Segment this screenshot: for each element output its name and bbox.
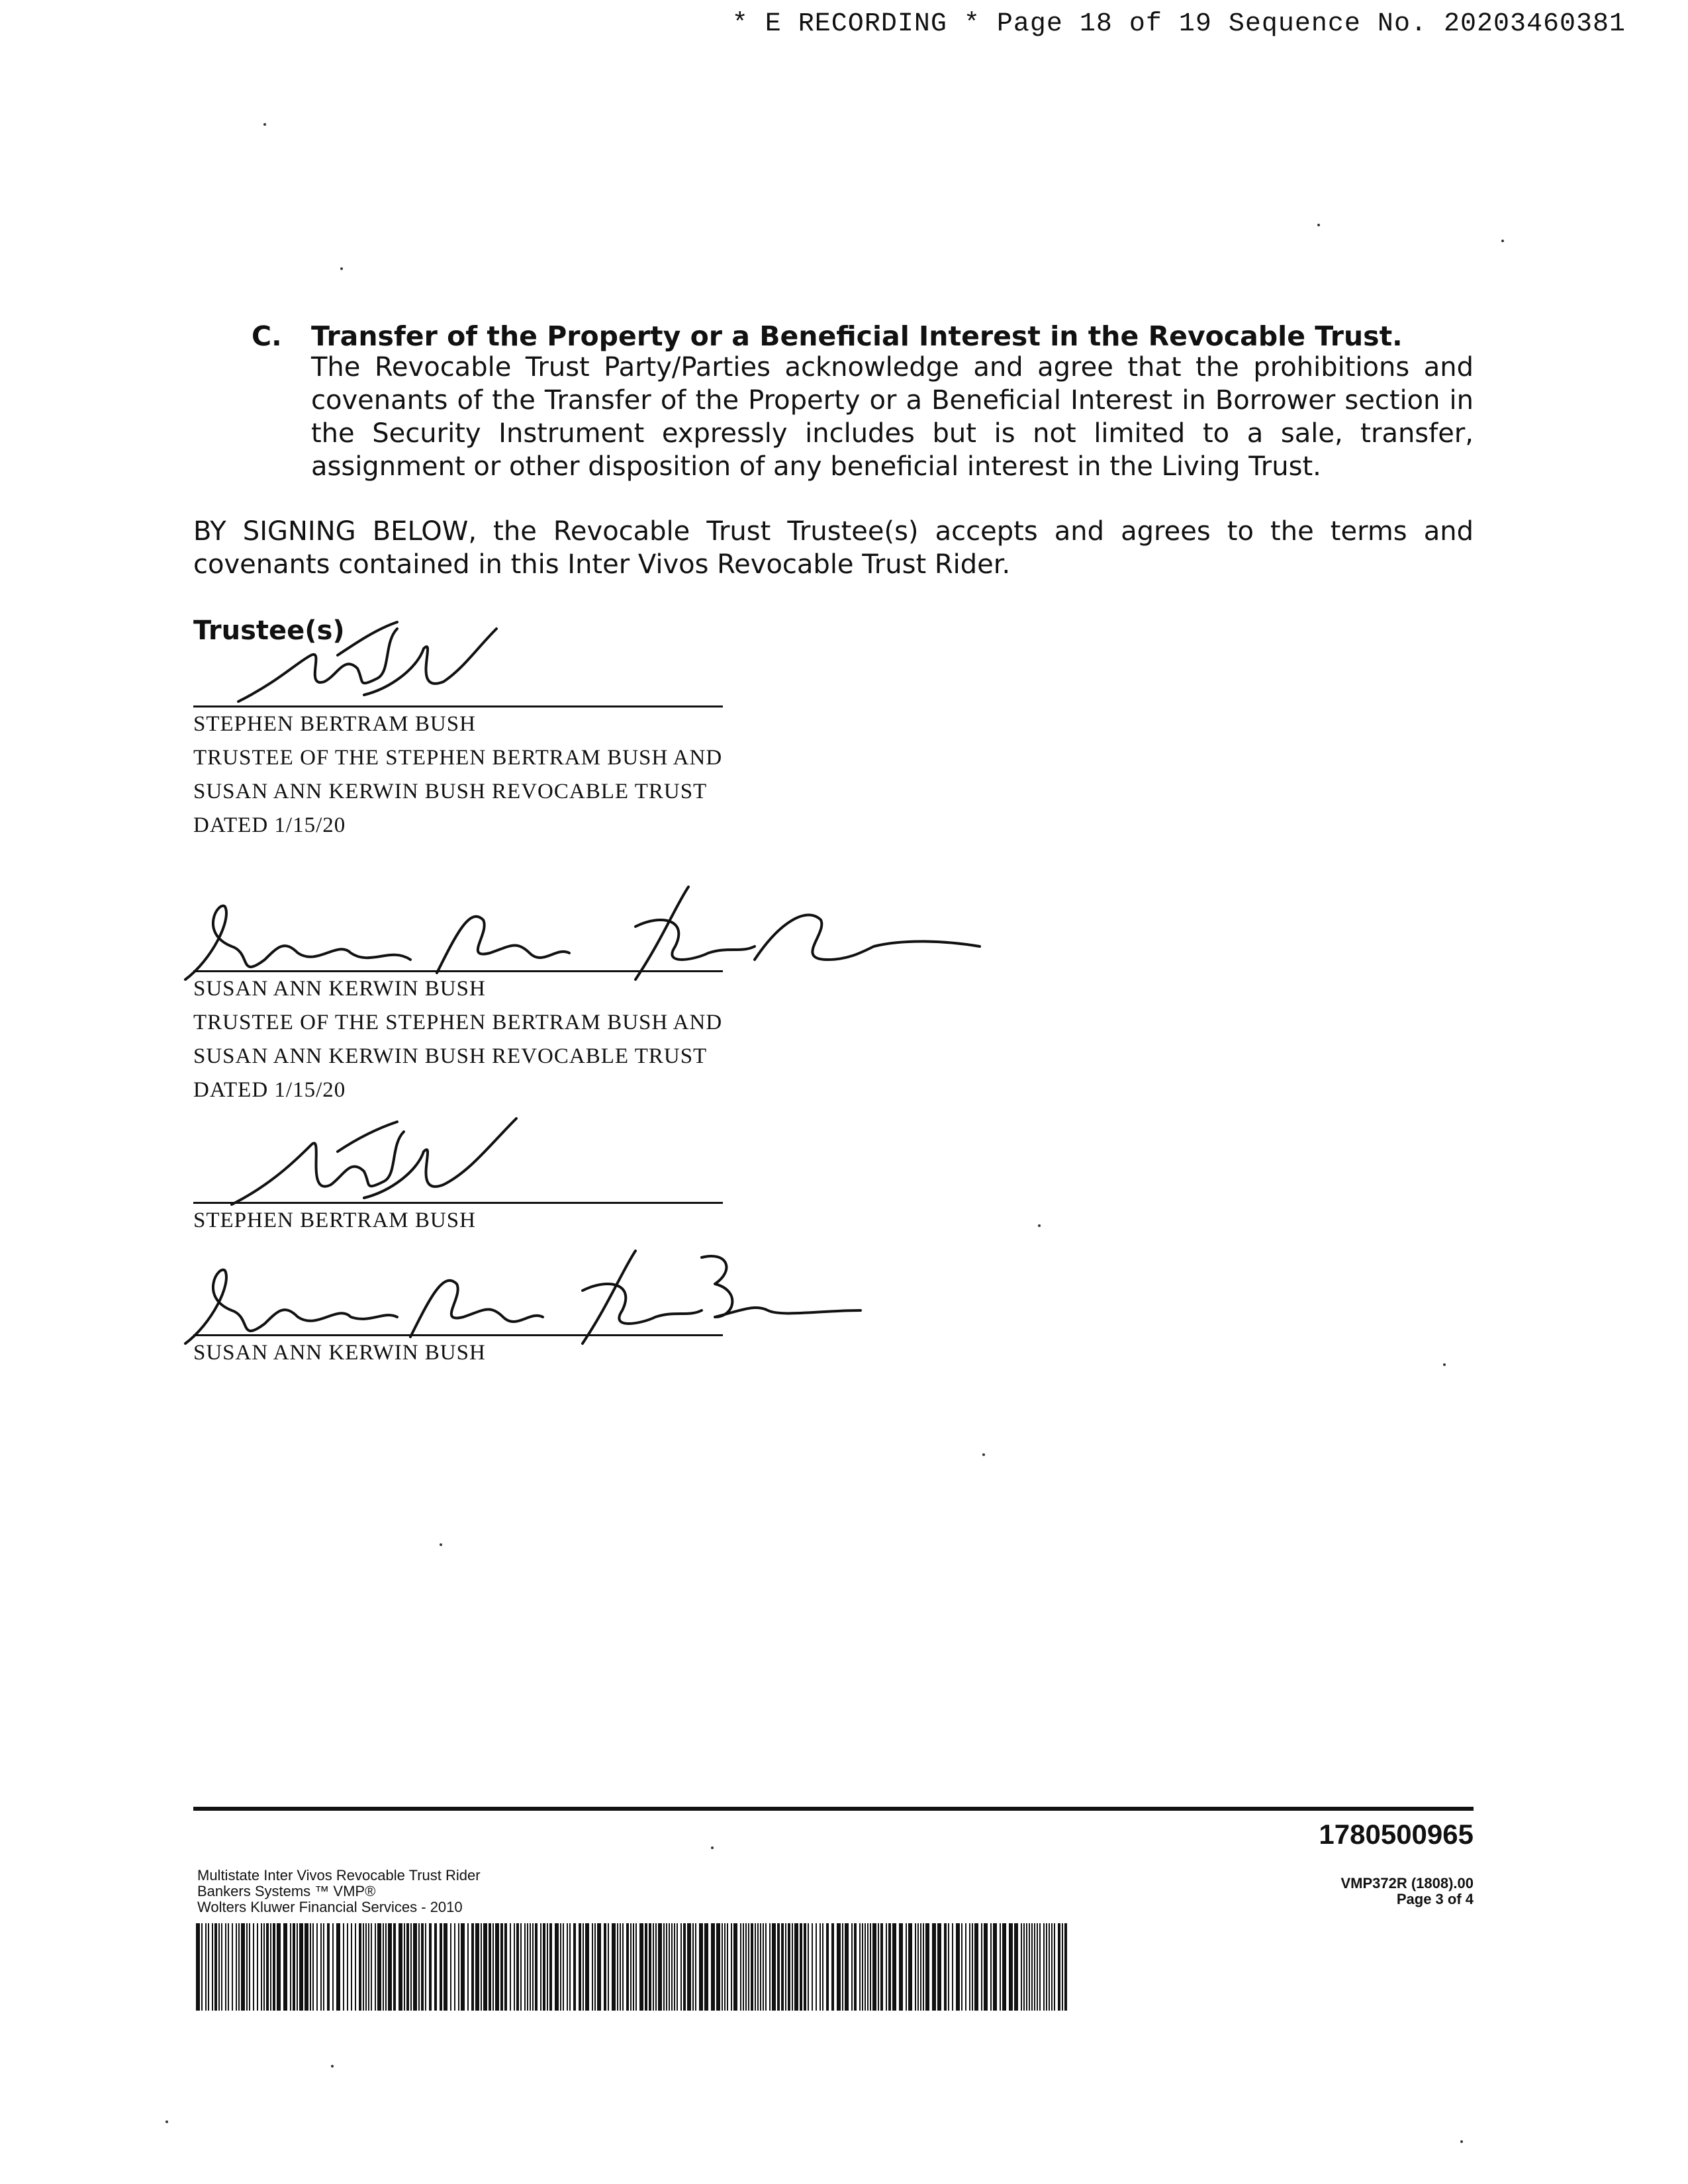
scan-speck xyxy=(1460,2140,1463,2143)
signer-name: STEPHEN BERTRAM BUSH xyxy=(193,712,476,736)
trust-name: SUSAN ANN KERWIN BUSH REVOCABLE TRUST xyxy=(193,780,708,803)
signing-statement: BY SIGNING BELOW, the Revocable Trust Trustee(s) accepts and agrees to the terms and covenants contained in this Inter Vivos Revocable Trust Rider. xyxy=(193,516,1474,580)
section-letter: C. xyxy=(252,320,282,352)
recording-header: * E RECORDING * Page 18 of 19 Sequence No. 20203460381 xyxy=(731,9,1626,39)
loan-number: 1780500965 xyxy=(1319,1819,1474,1850)
barcode xyxy=(196,1923,1067,2011)
scan-speck xyxy=(1038,1224,1041,1227)
form-copyright: Wolters Kluwer Financial Services - 2010 xyxy=(197,1899,463,1915)
signature-stephen-1 xyxy=(225,615,543,715)
scan-speck xyxy=(1443,1363,1446,1366)
scan-speck xyxy=(711,1846,714,1849)
scan-speck xyxy=(331,2065,334,2068)
signature-block-3 xyxy=(193,1202,723,1238)
section-title: Transfer of the Property or a Beneficial Interest in the Revocable Trust. xyxy=(311,320,1403,352)
signer-name: STEPHEN BERTRAM BUSH xyxy=(193,1208,476,1232)
form-code-block xyxy=(1340,1876,1474,1907)
trustee-capacity: TRUSTEE OF THE STEPHEN BERTRAM BUSH AND xyxy=(193,1011,723,1034)
trustee-capacity: TRUSTEE OF THE STEPHEN BERTRAM BUSH AND xyxy=(193,746,723,770)
page-indicator: Page 3 of 4 xyxy=(1396,1891,1474,1907)
signer-name: SUSAN ANN KERWIN BUSH xyxy=(193,1341,486,1365)
trust-date: DATED 1/15/20 xyxy=(193,1078,346,1102)
form-code: VMP372R (1808).00 xyxy=(1340,1875,1474,1891)
scan-speck xyxy=(1317,224,1320,226)
footer-rule xyxy=(193,1807,1474,1811)
signer-name: SUSAN ANN KERWIN BUSH xyxy=(193,977,486,1001)
scan-speck xyxy=(982,1453,985,1456)
signature-block-1 xyxy=(193,705,723,842)
scan-speck xyxy=(440,1543,442,1546)
signature-block-4 xyxy=(193,1334,723,1370)
section-body: The Revocable Trust Party/Parties acknowledge and agree that the prohibitions and covenants of the Transfer of the Property or a Beneficial Interest in Borrower section in the Security Instrument expressly includes but is not limited to a sale, transfer, assignment or other disposition of any beneficial interest in the Living Trust. xyxy=(311,352,1474,482)
signature-block-2 xyxy=(193,970,723,1107)
scan-speck xyxy=(340,267,343,270)
form-info xyxy=(197,1868,481,1915)
scan-speck xyxy=(263,123,266,126)
trustee-heading: Trustee(s) xyxy=(193,615,345,646)
form-publisher: Bankers Systems ™ VMP® xyxy=(197,1883,376,1899)
trust-name: SUSAN ANN KERWIN BUSH REVOCABLE TRUST xyxy=(193,1044,708,1068)
scan-speck xyxy=(1501,240,1504,242)
trust-date: DATED 1/15/20 xyxy=(193,813,346,837)
scan-speck xyxy=(165,2120,168,2123)
form-name: Multistate Inter Vivos Revocable Trust Rider xyxy=(197,1867,481,1884)
